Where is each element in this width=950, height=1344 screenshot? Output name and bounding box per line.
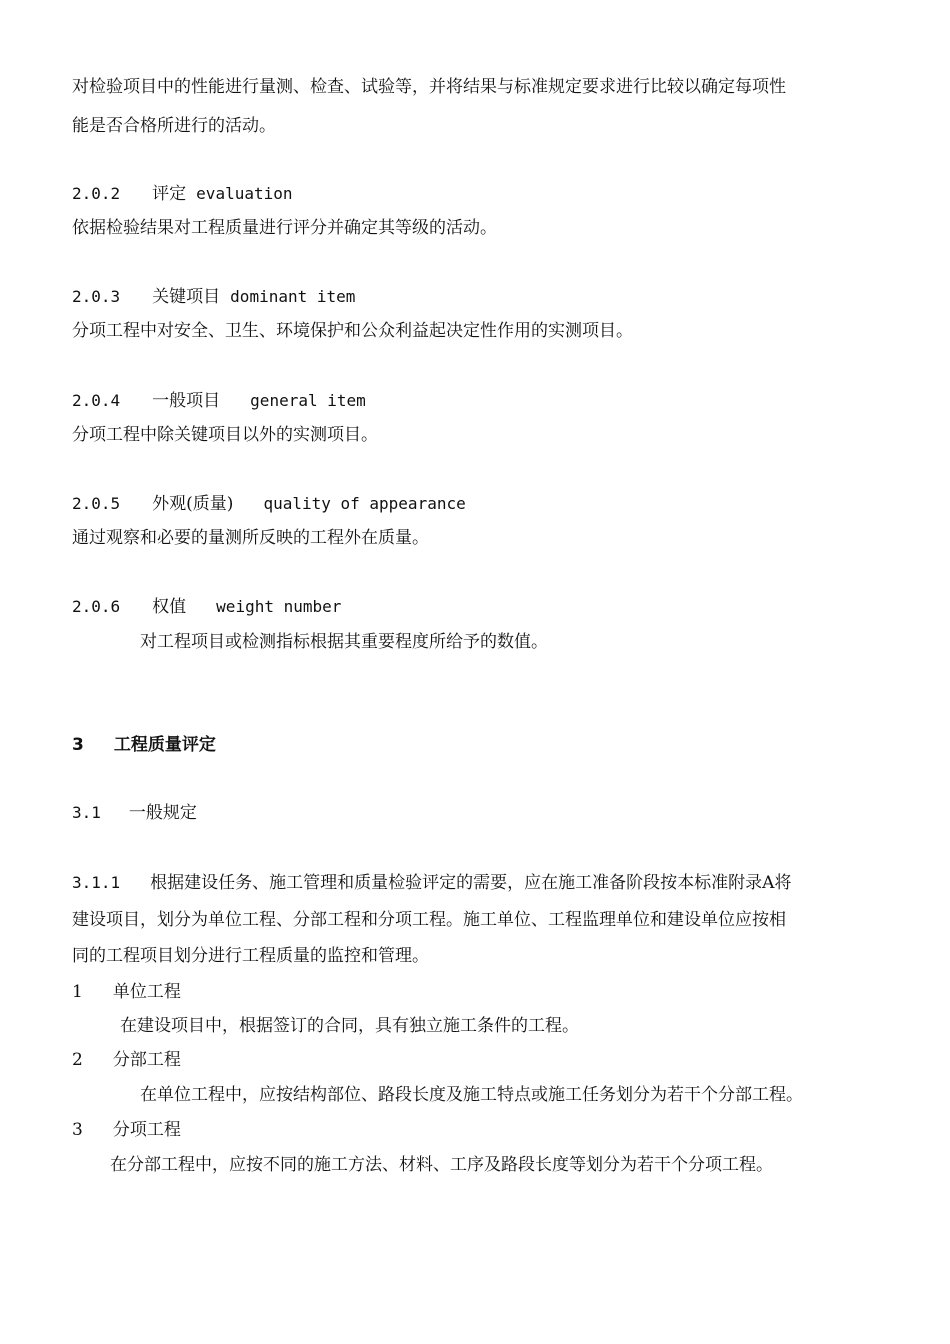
term-number: 2.0.2 [72,184,121,203]
chapter-heading [72,735,216,755]
term-heading [72,494,466,514]
term-number: 2.0.3 [72,287,121,306]
list-item-heading [72,1120,181,1140]
intro-line-1: 对检验项目中的性能进行量测、检查、试验等，并将结果与标准规定要求进行比较以确定每项性 [72,77,786,97]
section-number: 3.1 [72,803,101,822]
chapter-number: 3 [72,735,84,755]
term-heading [72,184,293,204]
term-definition: 分项工程中除关键项目以外的实测项目。 [72,425,378,445]
term-chinese: 关键项目 [152,287,221,307]
list-item-number: 2 [72,1050,83,1070]
term-english: general item [250,391,366,410]
list-item-number: 3 [72,1120,83,1140]
chapter-title: 工程质量评定 [113,735,216,755]
section-heading [72,803,197,823]
list-item-description: 在单位工程中，应按结构部位、路段长度及施工特点或施工任务划分为若干个分部工程。 [140,1085,803,1105]
term-heading [72,597,341,617]
term-english: quality of appearance [263,494,466,513]
list-item-title: 分项工程 [112,1120,181,1140]
term-chinese: 外观(质量) [152,494,234,514]
term-definition: 对工程项目或检测指标根据其重要程度所给予的数值。 [140,632,548,652]
term-english: dominant item [230,287,356,306]
section-title: 一般规定 [128,803,197,823]
term-chinese: 评定 [152,184,187,204]
list-item-heading [72,982,181,1002]
term-chinese: 一般项目 [152,391,221,411]
clause-line-1 [72,873,791,893]
clause-line-3: 同的工程项目划分进行工程质量的监控和管理。 [72,946,429,966]
list-item-title: 单位工程 [112,982,181,1002]
intro-line-2: 能是否合格所进行的活动。 [72,116,276,136]
term-chinese: 权值 [152,597,187,617]
term-number: 2.0.6 [72,597,121,616]
term-definition: 依据检验结果对工程质量进行评分并确定其等级的活动。 [72,218,497,238]
term-heading [72,287,355,307]
term-heading [72,391,366,411]
term-definition: 分项工程中对安全、卫生、环境保护和公众利益起决定性作用的实测项目。 [72,321,633,341]
clause-line-2: 建设项目，划分为单位工程、分部工程和分项工程。施工单位、工程监理单位和建设单位应按相 [72,910,786,930]
list-item-number: 1 [72,982,83,1002]
term-english: evaluation [196,184,293,203]
list-item-heading [72,1050,181,1070]
term-number: 2.0.4 [72,391,121,410]
term-number: 2.0.5 [72,494,121,513]
list-item-description: 在建设项目中，根据签订的合同，具有独立施工条件的工程。 [120,1016,579,1036]
clause-number: 3.1.1 [72,873,121,892]
list-item-title: 分部工程 [112,1050,181,1070]
clause-text: 根据建设任务、施工管理和质量检验评定的需要，应在施工准备阶段按本标准附录A将 [150,873,792,893]
term-definition: 通过观察和必要的量测所反映的工程外在质量。 [72,528,429,548]
list-item-description: 在分部工程中，应按不同的施工方法、材料、工序及路段长度等划分为若干个分项工程。 [110,1155,773,1175]
term-english: weight number [216,597,342,616]
